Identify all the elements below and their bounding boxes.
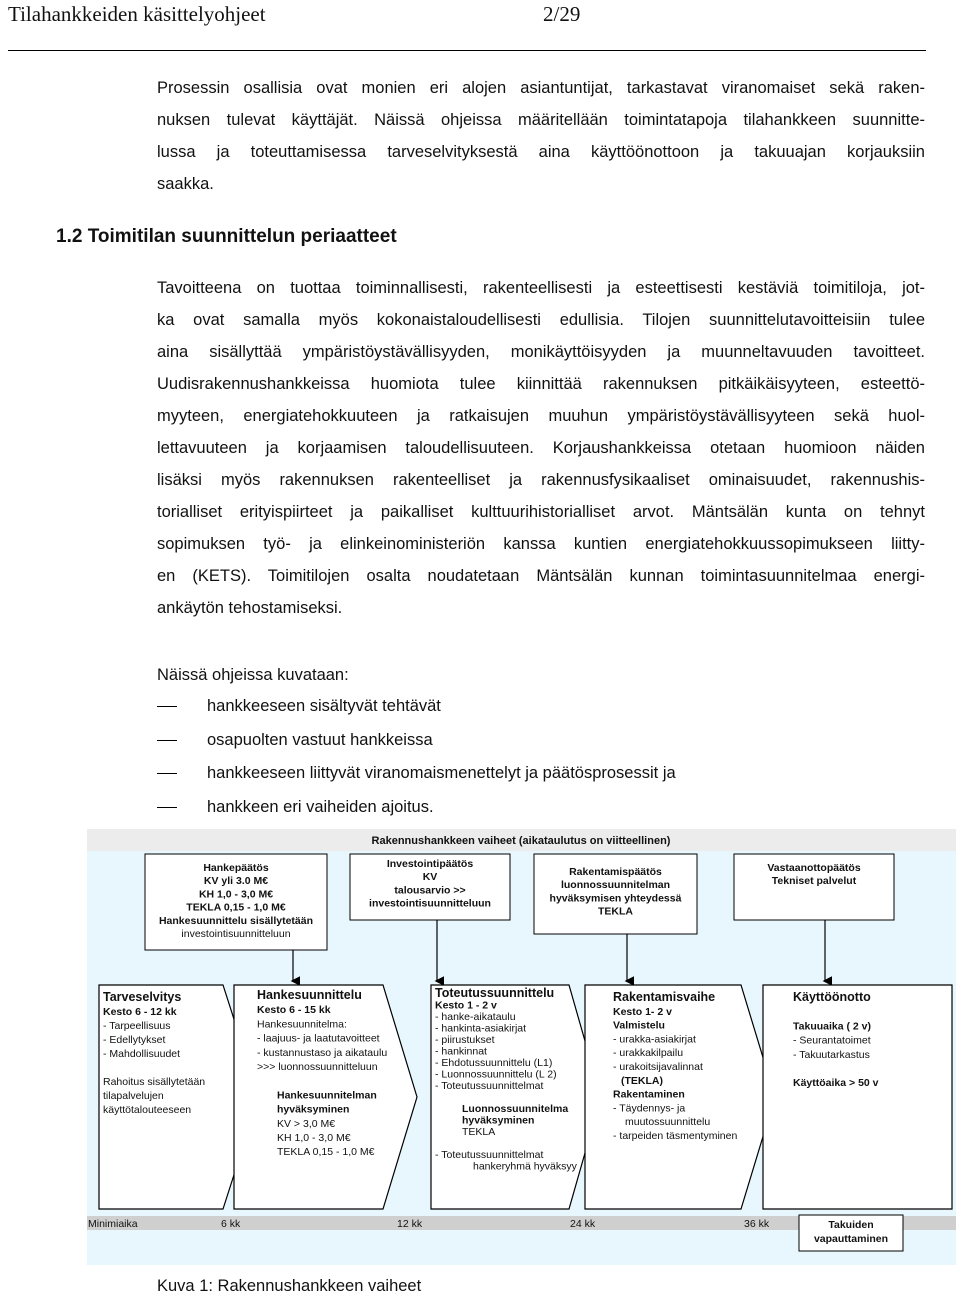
- list-item-text: hankkeen eri vaiheiden ajoitus.: [207, 797, 434, 816]
- phase-text: hyväksyminen: [462, 1114, 535, 1127]
- timeline-label: 24 kk: [570, 1218, 596, 1230]
- phase-text: - tarpeiden täsmentyminen: [613, 1130, 738, 1142]
- document-title: Tilahankkeiden käsittelyohjeet: [8, 2, 266, 26]
- phase-text: - hankinta-asiakirjat: [435, 1022, 527, 1035]
- phase-text: - Mahdollisuudet: [103, 1048, 181, 1060]
- phase-text: - urakoitsijavalinnat: [613, 1061, 703, 1073]
- decision-text: Rakentamispäätös: [569, 866, 662, 878]
- phase-text: Käyttöaika > 50 v: [793, 1077, 879, 1090]
- phase-text: >>> luonnossuunnitteluun: [257, 1061, 378, 1073]
- phase-text: muutossuunnittelu: [625, 1116, 711, 1129]
- intro-line: Prosessin osallisia ovat monien eri alojen asiantuntijat, tarkastavat viranomaiset sekä raken-: [157, 79, 925, 97]
- phase-text: Kesto 6 - 12 kk: [103, 1006, 177, 1018]
- decision-text: Hankepäätös: [203, 862, 269, 874]
- phase-text: - Seurantatoimet: [793, 1034, 871, 1047]
- page-number: 2/29: [543, 2, 581, 26]
- decision-text: investointisuunnitteluun: [369, 897, 491, 910]
- dash-bullet-icon: [157, 807, 177, 808]
- decision-text: hyväksymisen yhteydessä: [549, 892, 682, 905]
- phase-chevron: [763, 985, 952, 1209]
- phase-text: - Luonnossuunnittelu (L 2): [435, 1068, 557, 1081]
- timeline-label: Minimiaika: [88, 1218, 138, 1230]
- phase-text: hankeryhmä hyväksyy: [473, 1160, 577, 1173]
- dash-bullet-icon: [157, 740, 177, 741]
- intro-line: lussa ja toteuttamisessa tarveselvityksestä aina käyttöönottoon ja takuuajan korjauksiin: [157, 143, 925, 161]
- phase-text: - Ehdotussuunnittelu (L1): [435, 1057, 553, 1069]
- body-line: lettavuuteen ja korjaamisen taloudellisuuteen. Korjaushankkeissa otetaan huomioon näiden: [157, 439, 925, 457]
- phase-text: - laajuus- ja laatutavoitteet: [257, 1032, 380, 1045]
- decision-text: Investointipäätös: [386, 858, 474, 870]
- phase-title: Tarveselvitys: [103, 990, 182, 1004]
- section-number: 1.2: [56, 226, 83, 247]
- list-item-text: osapuolten vastuut hankkeissa: [207, 730, 433, 749]
- phase-text: - Toteutussuunnittelmat: [435, 1080, 544, 1092]
- decision-text: luonnossuunnitelman: [560, 879, 671, 892]
- section-title: Toimitilan suunnittelun periaatteet: [87, 226, 397, 247]
- list-item-text: hankkeeseen sisältyvät tehtävät: [207, 697, 441, 715]
- phase-text: Rahoitus sisällytetään: [103, 1076, 206, 1088]
- body-line: ankäytön tehostamiseksi.: [157, 599, 343, 617]
- body-paragraph: [157, 272, 925, 624]
- phase-text: tilapalvelujen: [103, 1090, 164, 1102]
- timeline-label: 36 kk: [744, 1218, 770, 1230]
- phase-diagram: [87, 829, 956, 1265]
- phase-text: TEKLA: [462, 1126, 496, 1138]
- decision-text: KH 1,0 - 3,0 M€: [198, 888, 274, 901]
- timeline-label: 6 kk: [221, 1218, 241, 1230]
- phase-text: Kesto 1- 2 v: [613, 1005, 672, 1018]
- phase-text: Kesto 6 - 15 kk: [257, 1004, 331, 1017]
- list-item-text: hankkeeseen liittyvät viranomaismenettelyt ja päätösprosessit ja: [207, 764, 676, 783]
- phase-title: Hankesuunnittelu: [257, 988, 362, 1002]
- phase-text: - Tarpeellisuus: [103, 1020, 171, 1032]
- phase-text: Hankesuunnitelma:: [257, 1018, 347, 1031]
- decision-text: TEKLA: [598, 905, 633, 918]
- phase-text: Hankesuunnitelman: [277, 1089, 377, 1102]
- body-line: ka ovat samalla myös kokonaistaloudellisesti edullisia. Tilojen suunnittelutavoitteisiin tulee: [157, 311, 925, 329]
- section-heading: [56, 226, 397, 248]
- phase-text: - Takuutarkastus: [793, 1048, 870, 1061]
- phase-text: Takuuaika ( 2 v): [793, 1020, 872, 1033]
- body-line: lisäksi myös rakennuksen rakenteelliset ja rakennusfysikaaliset ominaisuudet, rakennushis-: [157, 471, 925, 489]
- body-line: en (KETS). Toimitilojen osalta noudatetaan Mäntsälän kunnan toimintasuunnitelmaa energi-: [157, 567, 925, 585]
- decision-text: TEKLA 0,15 - 1,0 M€: [186, 901, 286, 914]
- phase-text: - urakka-asiakirjat: [613, 1033, 696, 1046]
- body-line: aina sisällyttää ympäristöystävällisyyden, monikäyttöisyyden ja muunneltavuuden tavoitteet.: [157, 343, 925, 361]
- phase-text: hyväksyminen: [277, 1103, 350, 1116]
- list-intro: Näissä ohjeissa kuvataan:: [157, 666, 349, 684]
- decision-text: investointisuunnitteluun: [181, 928, 291, 940]
- phase-text: - urakkakilpailu: [613, 1047, 684, 1060]
- phase-text: KV > 3,0 M€: [277, 1117, 336, 1130]
- header-divider: [8, 50, 926, 51]
- diagram-title: Rakennushankkeen vaiheet (aikataulutus on viitteellinen): [371, 835, 671, 847]
- phase-text: (TEKLA): [621, 1074, 663, 1087]
- phase-text: Rakentaminen: [613, 1088, 685, 1101]
- body-line: myyteen, energiatehokkuuteen ja ratkaisujen muuhun ympäristöystävällisyyteen sekä huol-: [157, 407, 925, 425]
- phase-text: - piirustukset: [435, 1034, 495, 1046]
- phase-text: Luonnossuunnitelma: [462, 1103, 569, 1115]
- phase-text: Kesto 1 - 2 v: [435, 999, 497, 1012]
- warranty-release-text: Takuiden: [828, 1219, 874, 1231]
- decision-text: KV yli 3.0 M€: [203, 875, 269, 888]
- decision-text: KV: [422, 871, 438, 884]
- body-line: torialliset erityispiirteet ja paikalliset kulttuurihistorialliset arvot. Mäntsälän kunta on tehnyt: [157, 503, 925, 521]
- phase-title: Rakentamisvaihe: [613, 990, 716, 1004]
- decision-text: Tekniset palvelut: [771, 875, 857, 888]
- phase-text: - Täydennys- ja: [613, 1102, 686, 1115]
- phase-title: Käyttöönotto: [793, 990, 871, 1004]
- phase-text: Valmistelu: [613, 1019, 665, 1032]
- figure-caption: Kuva 1: Rakennushankkeen vaiheet: [157, 1277, 422, 1295]
- phase-diagram-svg: [87, 829, 956, 1265]
- warranty-release-text: vapauttaminen: [813, 1233, 889, 1245]
- body-line: Tavoitteena on tuottaa toiminnallisesti, rakenteellisesti ja esteettisesti kestäviä toimitiloja, jot-: [157, 279, 925, 297]
- intro-line: saakka.: [157, 175, 214, 193]
- phase-text: - hanke-aikataulu: [435, 1011, 516, 1023]
- dash-bullet-icon: [157, 773, 177, 774]
- phase-text: KH 1,0 - 3,0 M€: [277, 1132, 351, 1144]
- phase-text: käyttötalouteeseen: [103, 1104, 192, 1116]
- intro-line: nuksen tulevat käyttäjät. Näissä ohjeissa määritellään toimintatapoja tilahankkeen suunnitte-: [157, 111, 925, 129]
- phase-text: - Toteutussuunnittelmat: [435, 1149, 544, 1161]
- phase-text: TEKLA 0,15 - 1,0 M€: [277, 1146, 375, 1159]
- timeline-label: 12 kk: [397, 1218, 423, 1230]
- phase-text: - hankinnat: [435, 1045, 487, 1058]
- body-line: sopimuksen työ- ja elinkeinoministeriön kanssa kuntien energiatehokkuussopimukseen liitty-: [157, 535, 925, 553]
- phase-text: - kustannustaso ja aikataulu: [257, 1046, 388, 1059]
- intro-paragraph: [157, 72, 925, 200]
- decision-text: talousarvio >>: [394, 884, 466, 897]
- phase-title: Toteutussuunnittelu: [435, 986, 555, 1000]
- dash-bullet-icon: [157, 706, 177, 707]
- decision-text: Vastaanottopäätös: [767, 862, 861, 874]
- decision-text: Hankesuunnittelu sisällytetään: [158, 914, 314, 927]
- body-line: Uudisrakennushankkeissa huomiota tulee kiinnittää rakennuksen pitkäikäisyyteen, esteettö-: [157, 375, 925, 393]
- phase-text: - Edellytykset: [103, 1034, 166, 1046]
